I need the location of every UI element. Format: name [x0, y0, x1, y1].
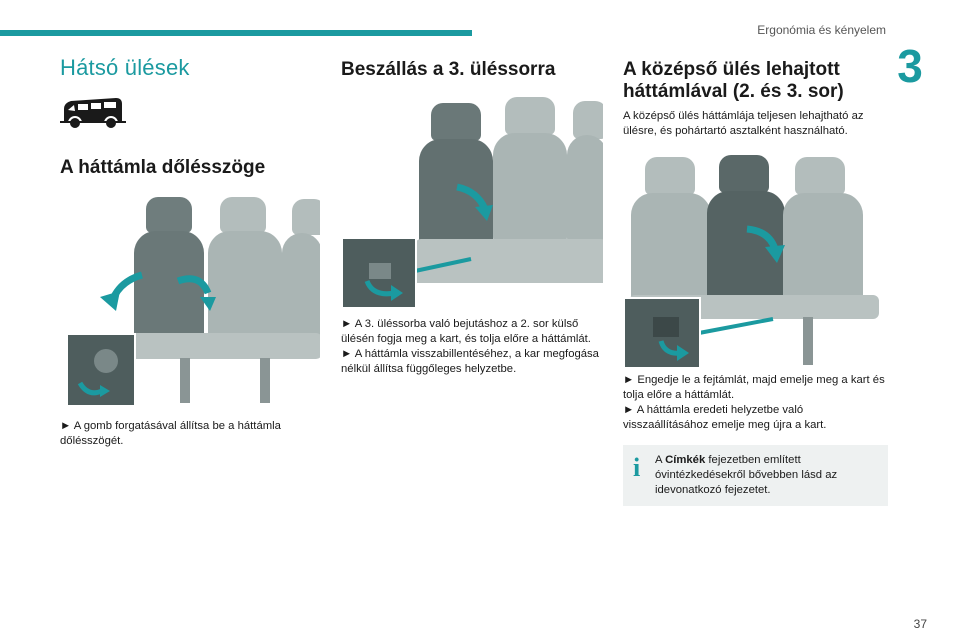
- info-prefix: A: [655, 454, 666, 466]
- info-link-labels: Címkék: [665, 454, 706, 466]
- center-seat-illustration: [623, 151, 885, 367]
- page-number: 37: [913, 617, 927, 631]
- info-suffix: fejezetben említett óvintézkedésekről bővebben lásd az idevonatkozó fejezetet.: [655, 454, 838, 496]
- center-seat-instruction-1: ► Engedje le a fejtámlát, majd emelje meg a kart és tolja előre a háttámlát.: [623, 374, 885, 401]
- recline-instruction: ► A gomb forgatásával állítsa be a háttámla dőlésszögét.: [60, 420, 281, 447]
- center-seat-heading: A középső ülés lehajtott háttámlával (2. és 3. sor): [623, 59, 844, 102]
- recline-heading: A háttámla dőlésszöge: [60, 157, 266, 178]
- column-rear-seats: [60, 55, 322, 449]
- recline-illustration: [60, 193, 320, 409]
- access-heading: Beszállás a 3. üléssorra: [341, 59, 556, 80]
- knob-detail: [68, 335, 134, 405]
- center-seat-instruction-2: ► A háttámla eredeti helyzetbe való visszaállításához emelje meg újra a kart.: [623, 404, 827, 431]
- chapter-number: 3: [897, 40, 923, 92]
- access-illustration: [341, 95, 603, 311]
- lever-detail: [343, 239, 415, 307]
- center-seat-intro: A középső ülés háttámlája teljesen lehajtható az ülésre, és pohártartó asztalként használható.: [623, 110, 864, 137]
- column-center-seat-folded: [623, 55, 888, 506]
- section-title: Hátsó ülések: [60, 55, 190, 80]
- access-instruction-1: ► A 3. üléssorba való bejutáshoz a 2. sor külső ülésén fogja meg a kart, és tolja előre a háttámlát.: [341, 318, 591, 345]
- center-lever-detail: [625, 299, 699, 367]
- info-note: [623, 445, 888, 506]
- column-third-row-access: [341, 55, 603, 377]
- header-accent-bar: [0, 30, 472, 36]
- chapter-title: Ergonómia és kényelem: [757, 23, 886, 37]
- info-icon: i: [633, 453, 641, 482]
- minibus-icon: [58, 95, 128, 131]
- access-instruction-2: ► A háttámla visszabillentéséhez, a kar megfogása nélkül állítsa függőleges helyzetbe.: [341, 348, 599, 375]
